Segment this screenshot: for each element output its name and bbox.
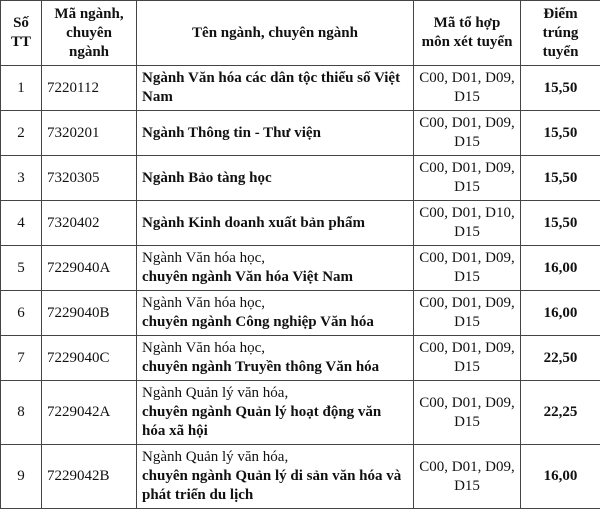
row-name-specialization: Ngành Bảo tàng học xyxy=(142,169,272,186)
row-score: 22,25 xyxy=(521,381,600,445)
row-code: 7229042B xyxy=(42,445,137,509)
row-score: 15,50 xyxy=(521,66,600,111)
row-score: 16,00 xyxy=(521,291,600,336)
row-name-specialization: chuyên ngành Văn hóa Việt Nam xyxy=(142,269,354,285)
row-name xyxy=(137,336,414,381)
row-name-major: Ngành Quản lý văn hóa, xyxy=(142,385,289,401)
row-code: 7229040A xyxy=(42,246,137,291)
row-name xyxy=(137,66,414,111)
row-name-specialization: Ngành Kinh doanh xuất bản phẩm xyxy=(142,214,366,231)
row-combo: C00, D01, D09, D15 xyxy=(414,156,521,201)
row-name xyxy=(137,111,414,156)
row-stt: 7 xyxy=(1,336,42,381)
row-stt: 9 xyxy=(1,445,42,509)
row-score: 22,50 xyxy=(521,336,600,381)
row-name-major: Ngành Văn hóa học, xyxy=(142,250,266,266)
table-row xyxy=(1,246,600,291)
table-row xyxy=(1,111,600,156)
row-stt: 8 xyxy=(1,381,42,445)
row-code: 7320402 xyxy=(42,201,137,246)
row-code: 7229042A xyxy=(42,381,137,445)
row-code: 7229040C xyxy=(42,336,137,381)
row-stt: 4 xyxy=(1,201,42,246)
row-combo: C00, D01, D09, D15 xyxy=(414,291,521,336)
row-combo: C00, D01, D10, D15 xyxy=(414,201,521,246)
row-combo: C00, D01, D09, D15 xyxy=(414,381,521,445)
row-combo: C00, D01, D09, D15 xyxy=(414,66,521,111)
row-name xyxy=(137,381,414,445)
row-score: 16,00 xyxy=(521,246,600,291)
row-name-major: Ngành Quản lý văn hóa, xyxy=(142,449,289,465)
row-combo: C00, D01, D09, D15 xyxy=(414,111,521,156)
row-score: 15,50 xyxy=(521,156,600,201)
row-name-specialization: Ngành Thông tin - Thư viện xyxy=(142,124,321,141)
row-name-specialization: chuyên ngành Truyền thông Văn hóa xyxy=(142,359,380,375)
row-code: 7320201 xyxy=(42,111,137,156)
row-name-major: Ngành Văn hóa học, xyxy=(142,340,266,356)
row-stt: 2 xyxy=(1,111,42,156)
header-code: Mã ngành, chuyên ngành xyxy=(42,1,137,66)
row-name-specialization: chuyên ngành Quản lý di sản văn hóa và phát triển du lịch xyxy=(142,468,402,503)
row-code: 7320305 xyxy=(42,156,137,201)
header-row xyxy=(1,1,600,66)
row-name-specialization: Ngành Văn hóa các dân tộc thiểu số Việt Nam xyxy=(142,70,401,105)
row-combo: C00, D01, D09, D15 xyxy=(414,445,521,509)
table-row xyxy=(1,445,600,509)
row-score: 15,50 xyxy=(521,201,600,246)
table-row xyxy=(1,156,600,201)
table-row xyxy=(1,66,600,111)
row-name xyxy=(137,291,414,336)
row-code: 7229040B xyxy=(42,291,137,336)
table-row xyxy=(1,381,600,445)
row-stt: 5 xyxy=(1,246,42,291)
table-row xyxy=(1,201,600,246)
row-name xyxy=(137,156,414,201)
row-name xyxy=(137,246,414,291)
row-stt: 3 xyxy=(1,156,42,201)
row-combo: C00, D01, D09, D15 xyxy=(414,246,521,291)
row-combo: C00, D01, D09, D15 xyxy=(414,336,521,381)
row-name-specialization: chuyên ngành Quản lý hoạt động văn hóa xã hội xyxy=(142,404,382,439)
row-name-major: Ngành Văn hóa học, xyxy=(142,295,266,311)
row-name-specialization: chuyên ngành Công nghiệp Văn hóa xyxy=(142,314,374,330)
header-score: Điểm trúng tuyển xyxy=(521,1,600,66)
row-code: 7220112 xyxy=(42,66,137,111)
table-row xyxy=(1,291,600,336)
header-stt: Số TT xyxy=(1,1,42,66)
row-score: 15,50 xyxy=(521,111,600,156)
row-score: 16,00 xyxy=(521,445,600,509)
table-row xyxy=(1,336,600,381)
row-stt: 1 xyxy=(1,66,42,111)
row-stt: 6 xyxy=(1,291,42,336)
header-combo: Mã tổ hợp môn xét tuyển xyxy=(414,1,521,66)
header-name: Tên ngành, chuyên ngành xyxy=(137,1,414,66)
row-name xyxy=(137,445,414,509)
row-name xyxy=(137,201,414,246)
